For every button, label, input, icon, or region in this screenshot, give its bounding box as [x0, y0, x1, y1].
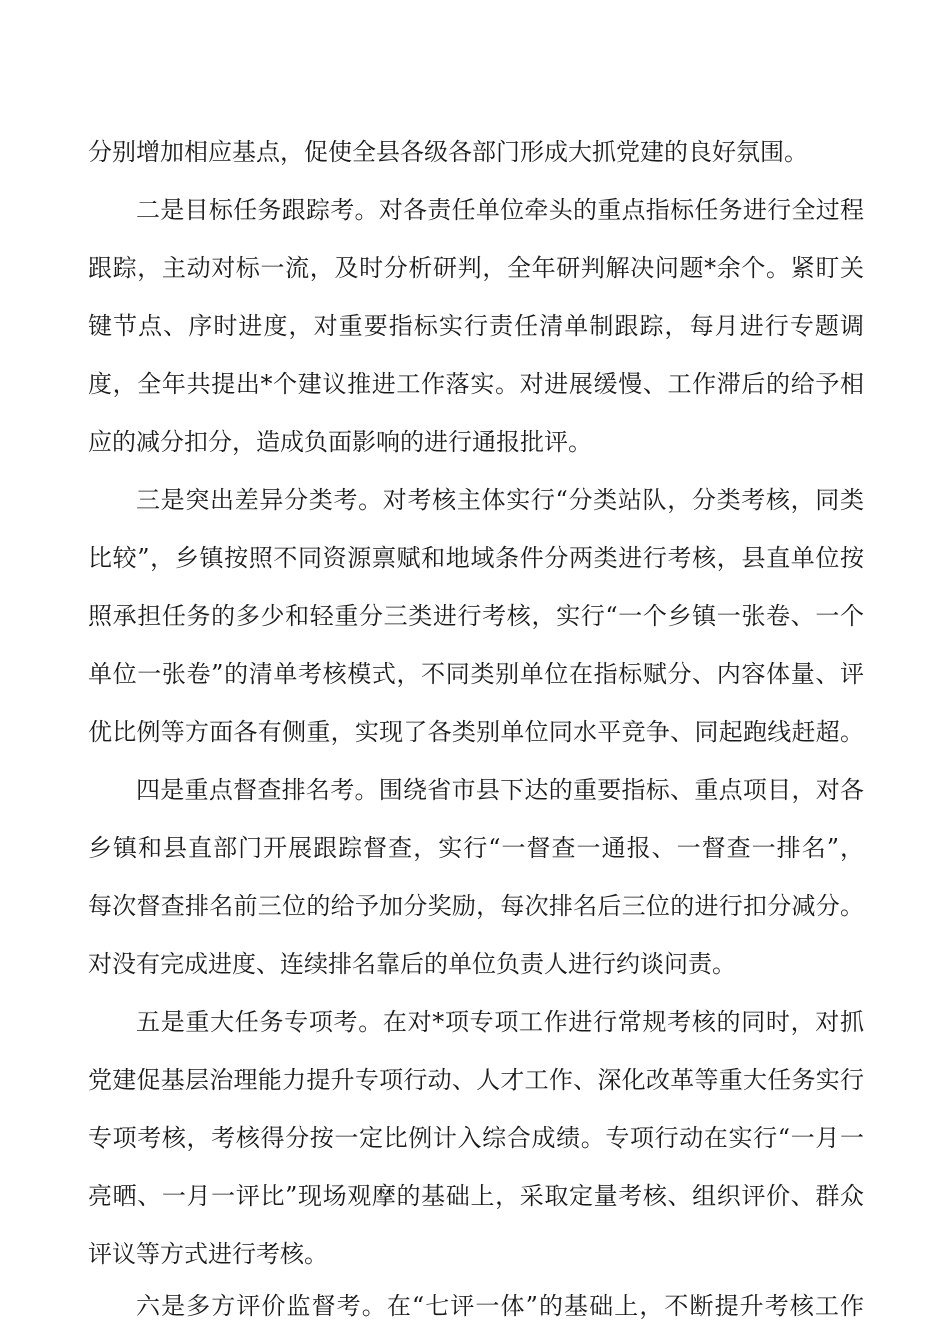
paragraph-line: 二是目标任务跟踪考。对各责任单位牵头的重点指标任务进行全过程 [136, 196, 864, 224]
paragraph-line: 三是突出差异分类考。对考核主体实行“分类站队，分类考核，同类 [136, 486, 864, 514]
paragraph-line: 乡镇和县直部门开展跟踪督查，实行“一督查一通报、一督查一排名”， [88, 834, 864, 862]
paragraph-line: 应的减分扣分，造成负面影响的进行通报批评。 [88, 428, 592, 456]
paragraph-line: 党建促基层治理能力提升专项行动、人才工作、深化改革等重大任务实行 [88, 1066, 864, 1094]
paragraph-line: 优比例等方面各有侧重，实现了各类别单位同水平竞争、同起跑线赶超。 [88, 718, 864, 746]
paragraph-line: 跟踪，主动对标一流，及时分析研判，全年研判解决问题*余个。紧盯关 [88, 254, 864, 282]
paragraph-line: 分别增加相应基点，促使全县各级各部门形成大抓党建的良好氛围。 [88, 138, 808, 166]
paragraph-line: 五是重大任务专项考。在对*项专项工作进行常规考核的同时，对抓 [136, 1008, 864, 1036]
paragraph-line: 对没有完成进度、连续排名靠后的单位负责人进行约谈问责。 [88, 950, 736, 978]
paragraph-line: 六是多方评价监督考。在“七评一体”的基础上，不断提升考核工作 [136, 1292, 864, 1320]
paragraph-line: 照承担任务的多少和轻重分三类进行考核，实行“一个乡镇一张卷、一个 [88, 602, 864, 630]
paragraph-line: 比较”，乡镇按照不同资源禀赋和地域条件分两类进行考核，县直单位按 [88, 544, 864, 572]
paragraph-line: 四是重点督查排名考。围绕省市县下达的重要指标、重点项目，对各 [136, 776, 864, 804]
paragraph-line: 亮晒、一月一评比”现场观摩的基础上，采取定量考核、组织评价、群众 [88, 1182, 864, 1210]
paragraph-line: 键节点、序时进度，对重要指标实行责任清单制跟踪，每月进行专题调 [88, 312, 864, 340]
paragraph-line: 评议等方式进行考核。 [88, 1240, 328, 1268]
paragraph-line: 专项考核，考核得分按一定比例计入综合成绩。专项行动在实行“一月一 [88, 1124, 864, 1152]
paragraph-line: 单位一张卷”的清单考核模式，不同类别单位在指标赋分、内容体量、评 [88, 660, 864, 688]
paragraph-line: 度，全年共提出*个建议推进工作落实。对进展缓慢、工作滞后的给予相 [88, 370, 864, 398]
paragraph-line: 每次督查排名前三位的给予加分奖励，每次排名后三位的进行扣分减分。 [88, 892, 864, 920]
